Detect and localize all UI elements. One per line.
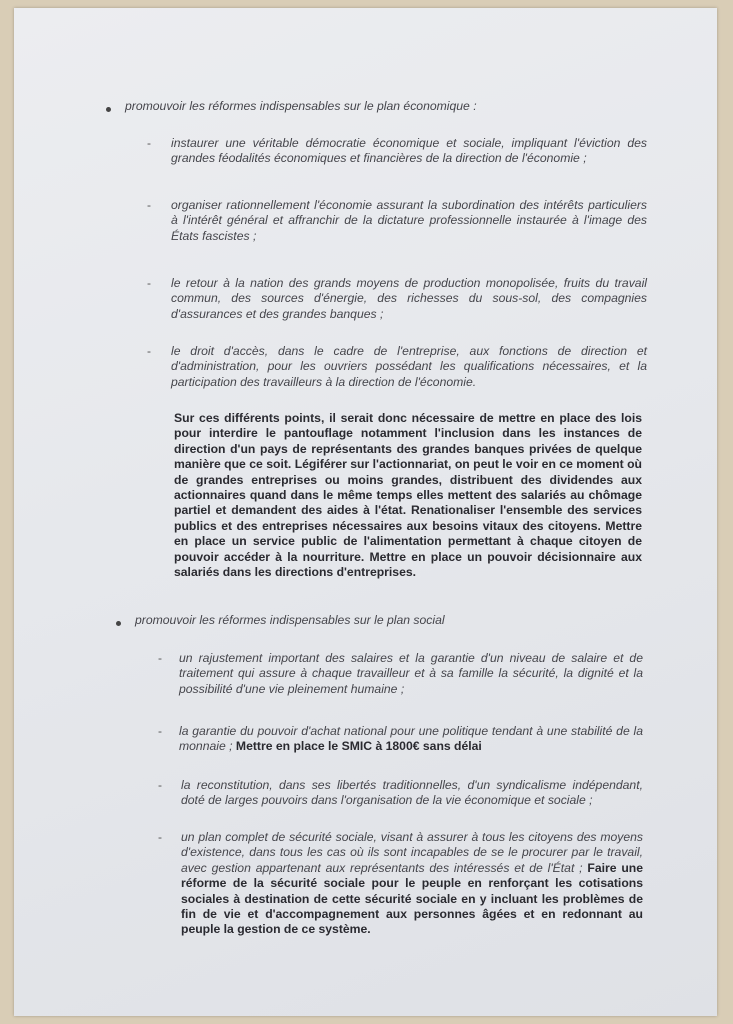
list-item: instaurer une véritable démocratie économique et sociale, impliquant l'éviction des grandes féodalités économiques et financières de la direction de l'économie ;: [171, 136, 647, 166]
dash-icon: -: [158, 778, 162, 792]
list-item: un rajustement important des salaires et la garantie d'un niveau de salaire et de traitement qui assure à chaque travailleur et à sa famille la sécurité, la dignité et la possibilité d'une vie pleinement humaine ;: [179, 651, 643, 696]
section-heading-social: promouvoir les réformes indispensables sur le plan social: [135, 613, 445, 627]
list-item: la garantie du pouvoir d'achat national pour une politique tendant à une stabilité de la monnaie ; Mettre en place le SMIC à 1800€ sans délai: [179, 724, 643, 754]
dash-icon: -: [158, 830, 162, 844]
dash-icon: -: [147, 198, 151, 212]
list-item: organiser rationnellement l'économie assurant la subordination des intérêts particuliers à l'intérêt général et affranchir de la dictature professionnelle instaurée à l'image des États fascistes ;: [171, 198, 647, 243]
section-heading-economic: promouvoir les réformes indispensables sur le plan économique :: [125, 99, 477, 113]
bold-paragraph: Sur ces différents points, il serait donc nécessaire de mettre en place des lois pour interdire le pantouflage notamment l'inclusion dans les instances de direction d'un pays de représentants des grandes banques privées de quelque manière que ce soit. Légiférer sur l'actionnariat, on peut le voir en ce moment où de grandes entreprises ou moins grandes, distribuent des dividendes aux actionnaires quand dans le même temps elles mettent des salariés au chômage partiel et demandent des aides à l'état. Renationaliser l'ensemble des services publics et des entreprises nécessaires aux besoins vitaux des citoyens. Mettre en place un service public de l'alimentation permettant à chaque citoyen de pouvoir accéder à la nourriture. Mettre en place un pouvoir décisionnaire aux salariés dans les directions d'entreprises.: [174, 411, 642, 580]
list-item: la reconstitution, dans ses libertés traditionnelles, d'un syndicalisme indépendant, doté de larges pouvoirs dans l'organisation de la vie économique et sociale ;: [181, 778, 643, 808]
list-item: le retour à la nation des grands moyens de production monopolisée, fruits du travail commun, des sources d'énergie, des richesses du sous-sol, des compagnies d'assurances et des grandes banques ;: [171, 276, 647, 321]
dash-icon: -: [147, 344, 151, 358]
dash-icon: -: [147, 276, 151, 290]
dash-icon: -: [158, 651, 162, 665]
bullet-icon: [116, 621, 121, 626]
list-item: le droit d'accès, dans le cadre de l'entreprise, aux fonctions de direction et d'administration, pour les ouvriers possédant les qualifications nécessaires, et la participation des travailleurs à la direction de l'économie.: [171, 344, 647, 389]
dash-icon: -: [158, 724, 162, 738]
list-item: un plan complet de sécurité sociale, visant à assurer à tous les citoyens des moyens d'existence, dans tous les cas où ils sont incapables de se le procurer par le travail, avec gestion appartenant aux représentants des intéressés et de l'État ; Faire une réforme de la sécurité sociale pour le peuple en renforçant les cotisations sociales à destination de cette sécurité sociale en y incluant les problèmes de fin de vie et d'accompagnement aux personnes âgées et en redonnant au peuple la gestion de ce système.: [181, 830, 643, 937]
dash-icon: -: [147, 136, 151, 150]
document-page: [14, 8, 717, 1016]
bullet-icon: [106, 107, 111, 112]
